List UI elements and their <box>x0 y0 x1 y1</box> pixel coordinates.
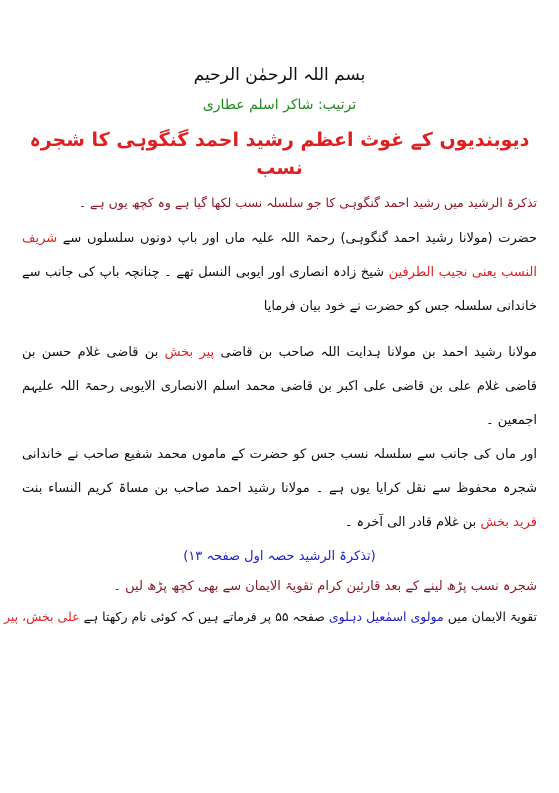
p1-highlight: شریف النسب یعنی نجیب الطرفین <box>22 231 537 280</box>
page-title <box>22 126 537 182</box>
title-text: دیوبندیوں کے غوث اعظم رشید احمد گنگوہی کا شجرہ نسب <box>29 129 530 179</box>
reader-note <box>22 572 537 602</box>
intro-text: تذکرۃ الرشید میں رشید احمد گنگوہی کا جو سلسلہ نسب لکھا گیا ہے وہ کچھ یوں ہے ۔ <box>78 195 537 210</box>
note-text: شجرہ نسب پڑھ لینے کے بعد قارئین کرام تقویۃ الایمان سے بھی کچھ پڑھ لیں ۔ <box>113 579 537 594</box>
compiler-credit <box>22 94 537 116</box>
reference-text: (تذکرۃ الرشید حصہ اول صفحہ ۱۳) <box>183 549 376 564</box>
p3-part2: بن غلام قادر الی آخرہ ۔ <box>344 515 477 530</box>
bismillah-text: بسم اللہ الرحمٰن الرحیم <box>193 65 366 85</box>
paragraph-lineage-overview <box>22 222 537 324</box>
p3-part1: اور ماں کی جانب سے سلسلہ نسب جس کو حضرت کے ماموں محمد شفیع صاحب نے خاندانی شجرہ محفوظ سے نقل کرایا یوں ہے ۔ مولانا رشید احمد صاحب بن مساۃ کریم النساء بنت <box>22 447 537 496</box>
p1-part1: حضرت (مولانا رشید احمد گنگوہی) رحمۃ اللہ علیہ ماں اور باپ دونوں سلسلوں سے <box>62 231 537 246</box>
p1-part2: شیخ زادہ انصاری اور ایوبی النسل تھے ۔ چنانچہ باپ کی جانب سے خاندانی سلسلہ جس کو حضرت نے خود بیان فرمایا <box>22 265 537 314</box>
final-highlight: علی بخش، پیر <box>3 609 80 624</box>
final-author: مولوی اسمٰعیل دہلوی <box>328 609 444 624</box>
intro-line <box>22 190 537 216</box>
final-part2: صفحہ ۵۵ پر فرماتے ہیں کہ کوئی نام رکھتا ہے <box>83 609 325 624</box>
final-part1: تقویۃ الایمان میں <box>447 609 537 624</box>
p2-highlight: پیر بخش <box>164 345 215 360</box>
p3-highlight: فرید بخش <box>480 515 537 530</box>
p2-part1: مولانا رشید احمد بن مولانا ہدایت اللہ صاحب بن قاضی <box>220 345 537 360</box>
p2-part2: بن قاضی غلام حسن بن قاضی غلام علی بن قاضی علی اکبر بن قاضی محمد اسلم الانصاری الایوبی رحمۃ اللہ علیہم اجمعین ۔ <box>22 345 537 428</box>
paragraph-paternal-lineage <box>22 336 537 438</box>
source-reference <box>22 542 537 572</box>
final-line <box>3 602 537 632</box>
compiler-text: ترتیب: شاکر اسلم عطاری <box>202 97 357 113</box>
bismillah <box>22 62 537 88</box>
paragraph-maternal-lineage <box>22 438 537 540</box>
